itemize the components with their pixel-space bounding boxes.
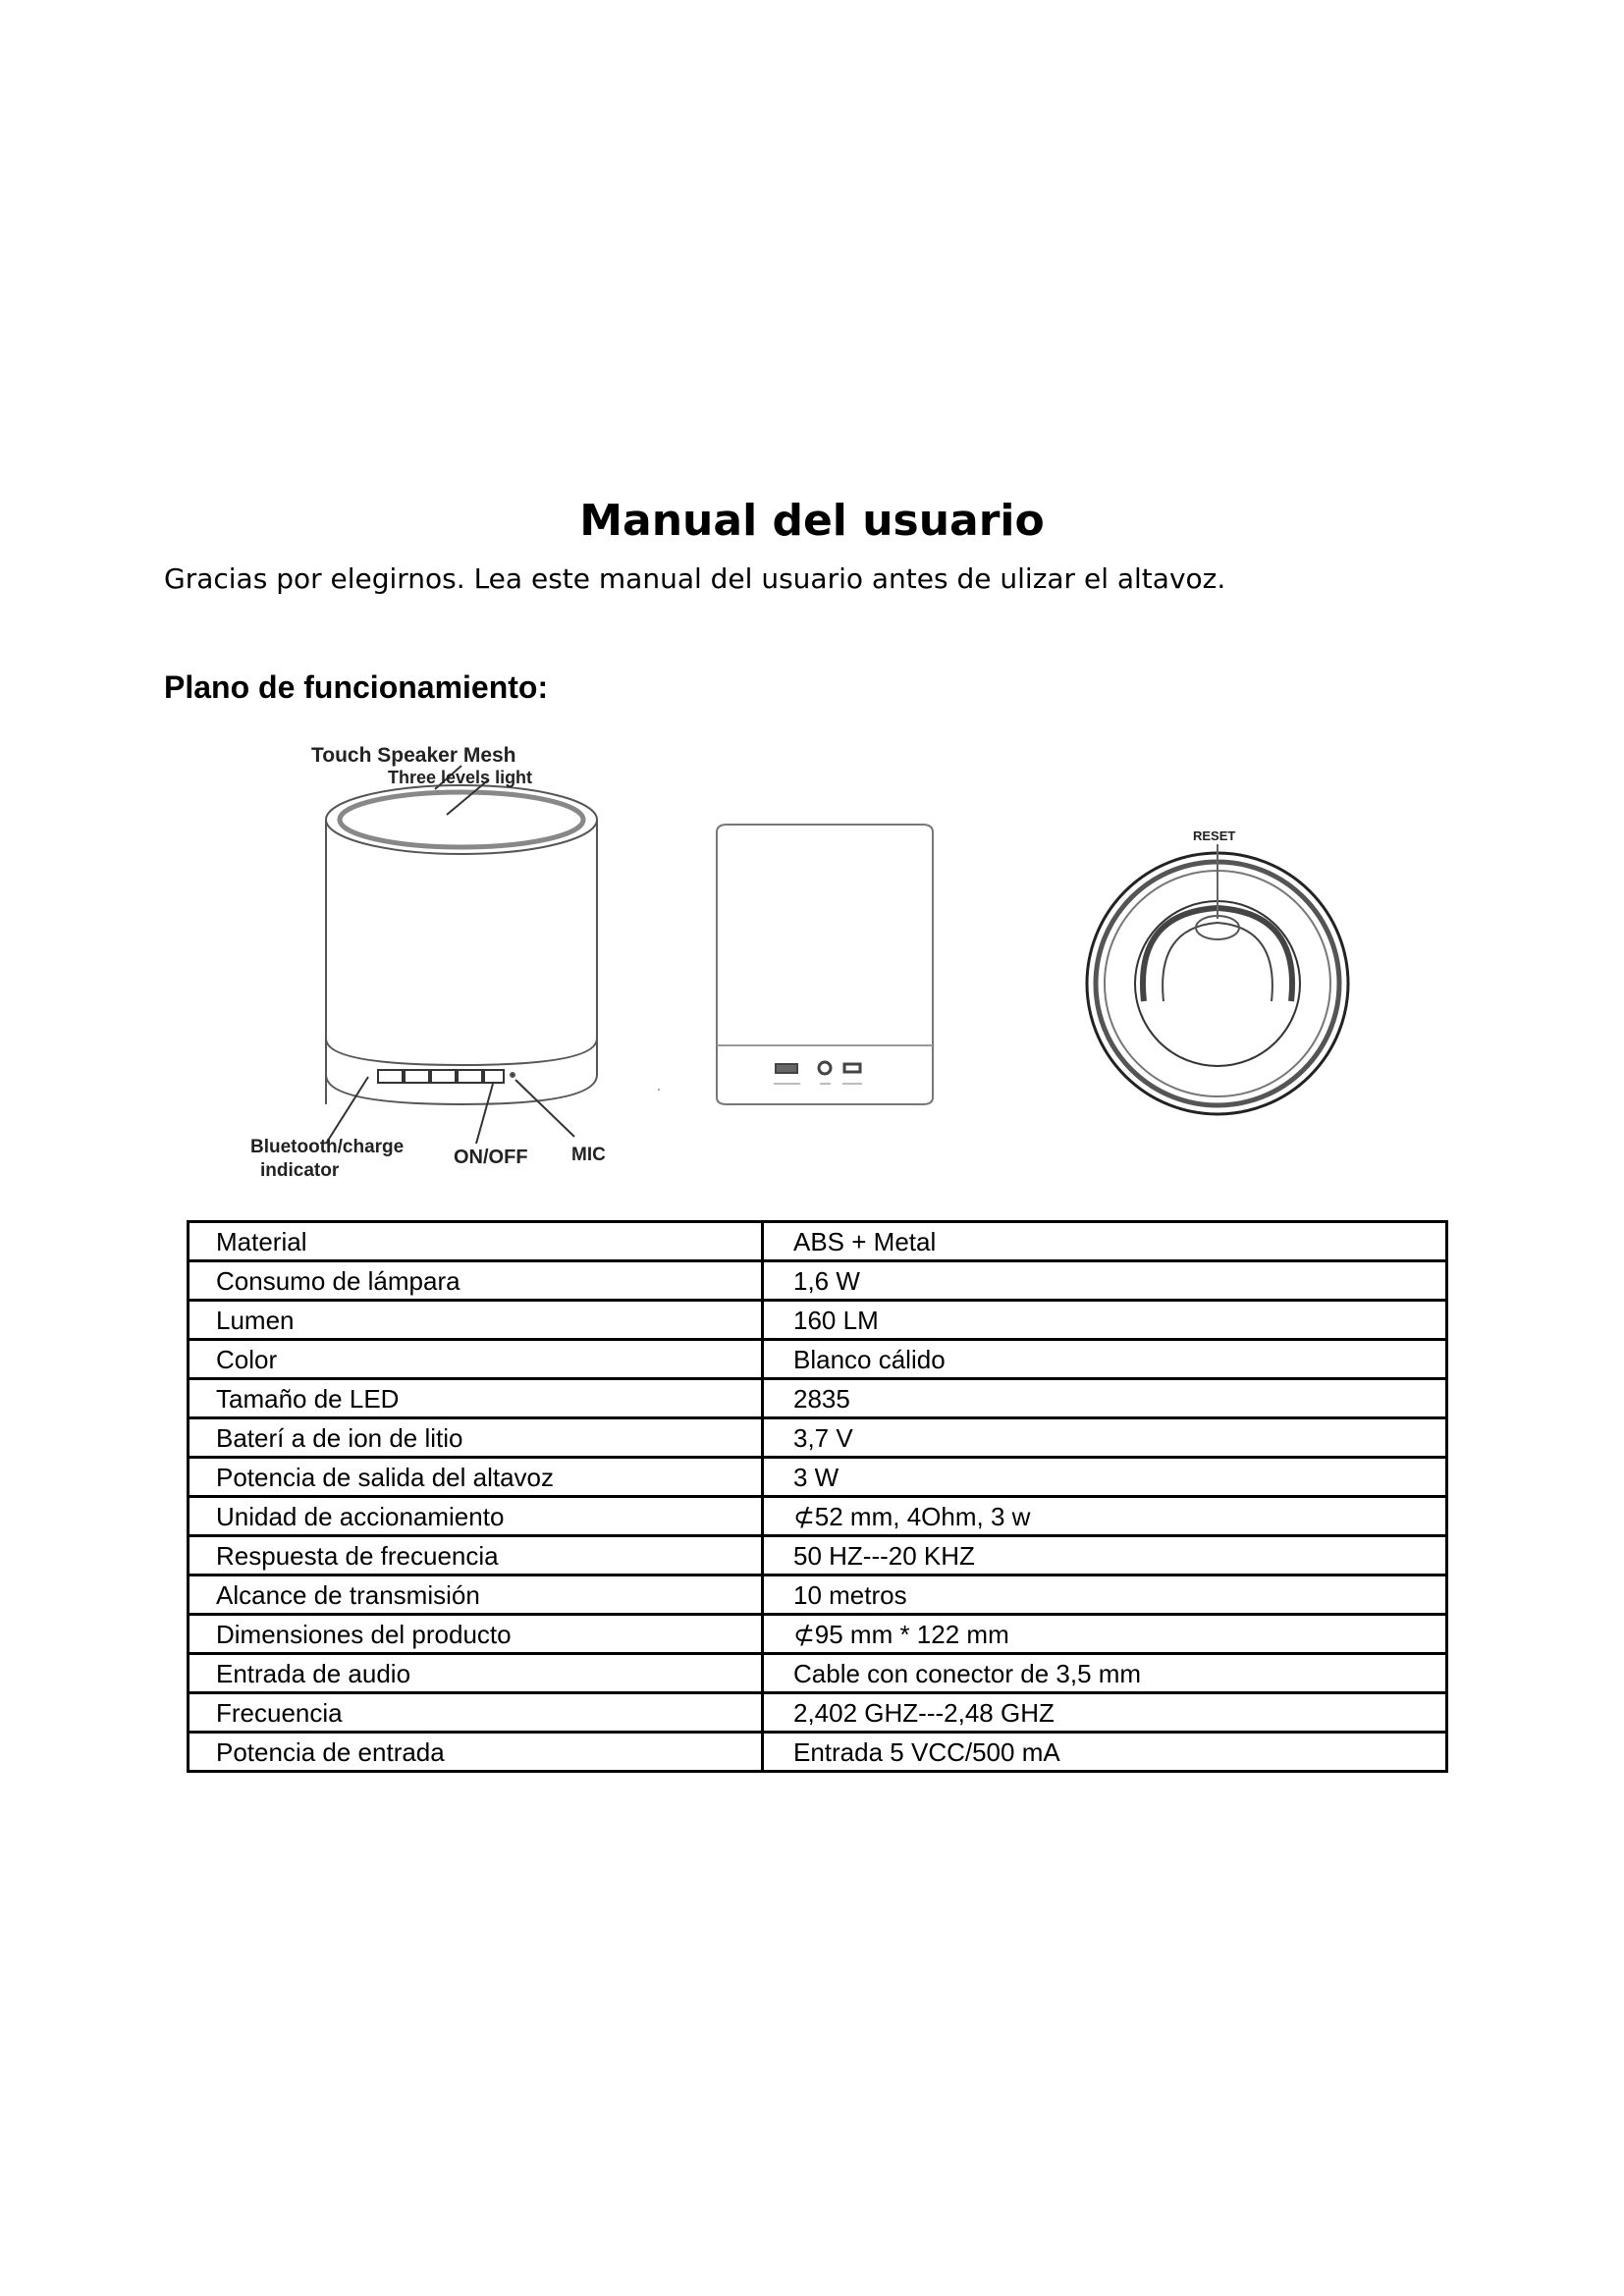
spec-table (187, 1220, 1448, 1773)
spec-label: Tamaño de LED (189, 1379, 763, 1418)
page-title: Manual del usuario (579, 496, 1045, 546)
reset-label: RESET (1193, 828, 1236, 843)
spec-value: ABS + Metal (763, 1222, 1447, 1261)
spec-row (189, 1733, 1447, 1772)
on-off-label: ON/OFF (454, 1147, 528, 1168)
mic-label: MIC (571, 1145, 606, 1165)
spec-label: Consumo de lámpara (189, 1261, 763, 1301)
spec-row (189, 1222, 1447, 1261)
spec-label: Color (189, 1340, 763, 1379)
spec-label: Respuesta de frecuencia (189, 1536, 763, 1575)
spec-row (189, 1340, 1447, 1379)
spec-value: 2,402 GHZ---2,48 GHZ (763, 1693, 1447, 1733)
spec-label: Baterí a de ion de litio (189, 1418, 763, 1458)
spec-label: Alcance de transmisión (189, 1575, 763, 1615)
spec-value: 1,6 W (763, 1261, 1447, 1301)
spec-row (189, 1379, 1447, 1418)
front-view-speaker (326, 766, 597, 1144)
operation-diagram (236, 726, 1375, 1198)
section-heading: Plano de funcionamiento: (164, 669, 549, 705)
spec-row (189, 1301, 1447, 1340)
spec-row (189, 1615, 1447, 1654)
spec-label: Lumen (189, 1301, 763, 1340)
spec-value: 3,7 V (763, 1418, 1447, 1458)
spec-label: Dimensiones del producto (189, 1615, 763, 1654)
spec-row (189, 1261, 1447, 1301)
spec-value: ⊄95 mm * 122 mm (763, 1615, 1447, 1654)
indicator-label: indicator (260, 1160, 340, 1181)
spec-value: Cable con conector de 3,5 mm (763, 1654, 1447, 1693)
spec-label: Frecuencia (189, 1693, 763, 1733)
spec-label: Potencia de entrada (189, 1733, 763, 1772)
spec-label: Material (189, 1222, 763, 1261)
spec-row (189, 1654, 1447, 1693)
spec-value: Entrada 5 VCC/500 mA (763, 1733, 1447, 1772)
spec-value: 2835 (763, 1379, 1447, 1418)
three-levels-light-label: Three levels light (388, 768, 533, 787)
spec-row (189, 1693, 1447, 1733)
spec-label: Entrada de audio (189, 1654, 763, 1693)
spec-value: Blanco cálido (763, 1340, 1447, 1379)
bluetooth-charge-label: Bluetooth/charge (250, 1137, 405, 1157)
spec-label: Unidad de accionamiento (189, 1497, 763, 1536)
spec-label: Potencia de salida del altavoz (189, 1458, 763, 1497)
intro-text: Gracias por elegirnos. Lea este manual del usuario antes de ulizar el altavoz. (164, 562, 1226, 595)
spec-table-body (189, 1222, 1447, 1772)
spec-value: 10 metros (763, 1575, 1447, 1615)
spec-value: 160 LM (763, 1301, 1447, 1340)
spec-value: 50 HZ---20 KHZ (763, 1536, 1447, 1575)
touch-speaker-mesh-label: Touch Speaker Mesh (311, 744, 516, 767)
spec-value: 3 W (763, 1458, 1447, 1497)
spec-row (189, 1497, 1447, 1536)
spec-row (189, 1575, 1447, 1615)
spec-row (189, 1458, 1447, 1497)
spec-row (189, 1418, 1447, 1458)
spec-value: ⊄52 mm, 4Ohm, 3 w (763, 1497, 1447, 1536)
spec-row (189, 1536, 1447, 1575)
back-view-speaker (658, 825, 933, 1104)
bottom-view-speaker (1087, 844, 1348, 1114)
